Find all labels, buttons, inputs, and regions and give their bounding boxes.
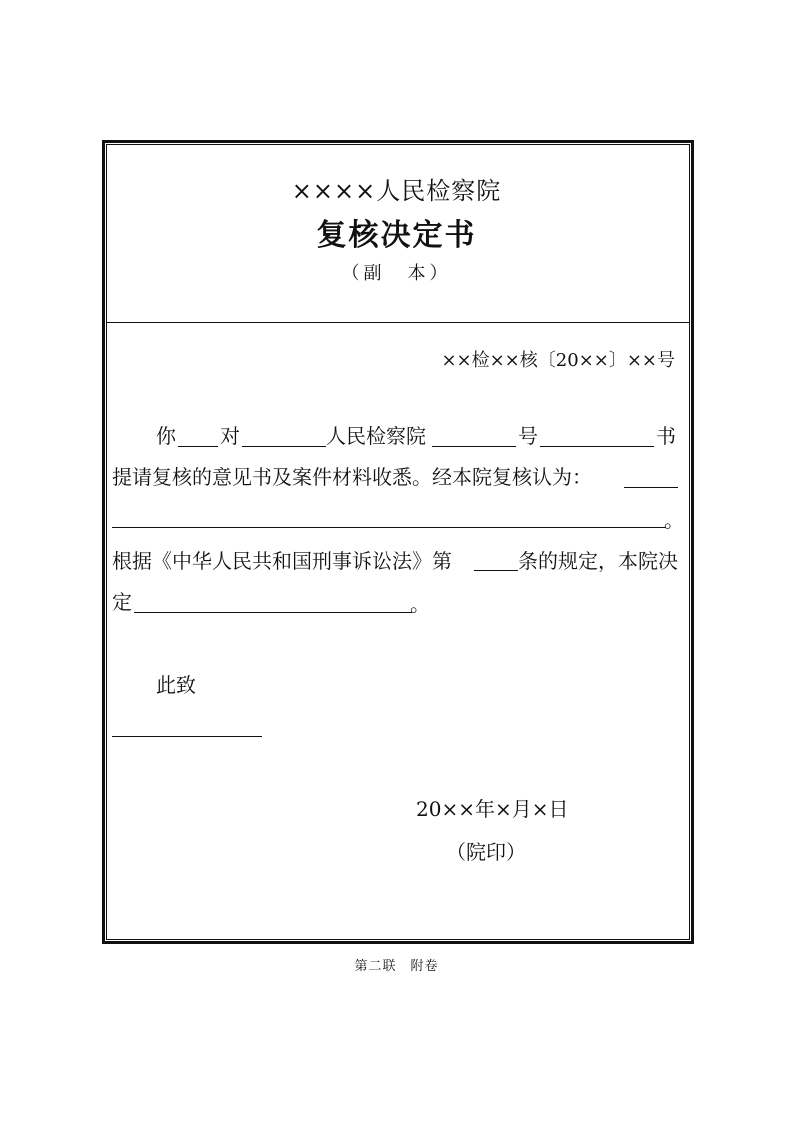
blank-addressee[interactable] — [112, 736, 262, 737]
text-period-1: 。 — [664, 508, 684, 532]
blank-doc-ref[interactable] — [432, 446, 516, 447]
header-divider — [107, 322, 689, 323]
text-decide: 定 — [112, 590, 132, 614]
blank-doc-name[interactable] — [540, 446, 654, 447]
text-procuratorate: 人民检察院 — [326, 424, 426, 448]
blank-recipient[interactable] — [178, 446, 218, 447]
document-number: ××检××核〔20××〕××号 — [441, 350, 675, 371]
blank-decision[interactable] — [134, 612, 412, 613]
footer-copy-note: 第二联 附卷 — [354, 959, 439, 974]
text-book: 书 — [656, 424, 676, 448]
salutation: 此致 — [156, 673, 196, 697]
text-law-reference: 根据《中华人民共和国刑事诉讼法》第 — [112, 549, 452, 573]
procuratorate-name: ××××人民检察院 — [291, 177, 502, 205]
document-title: 复核决定书 — [316, 218, 477, 253]
text-period-2: 。 — [410, 592, 430, 616]
blank-case-subject[interactable] — [242, 446, 326, 447]
blank-article-number[interactable] — [474, 570, 518, 571]
text-decision-lead: 条的规定，本院决 — [518, 549, 678, 573]
text-number-suffix: 号 — [518, 424, 538, 448]
blank-review-opinion-start[interactable] — [624, 487, 678, 488]
text-opinion-received: 提请复核的意见书及案件材料收悉。经本院复核认为： — [112, 465, 592, 489]
blank-review-opinion[interactable] — [112, 527, 666, 528]
copy-label: （副 本） — [341, 263, 452, 284]
text-you: 你 — [156, 424, 176, 448]
text-to: 对 — [220, 424, 240, 448]
seal-label: （院印） — [446, 840, 526, 864]
date: 20××年×月×日 — [416, 797, 569, 821]
